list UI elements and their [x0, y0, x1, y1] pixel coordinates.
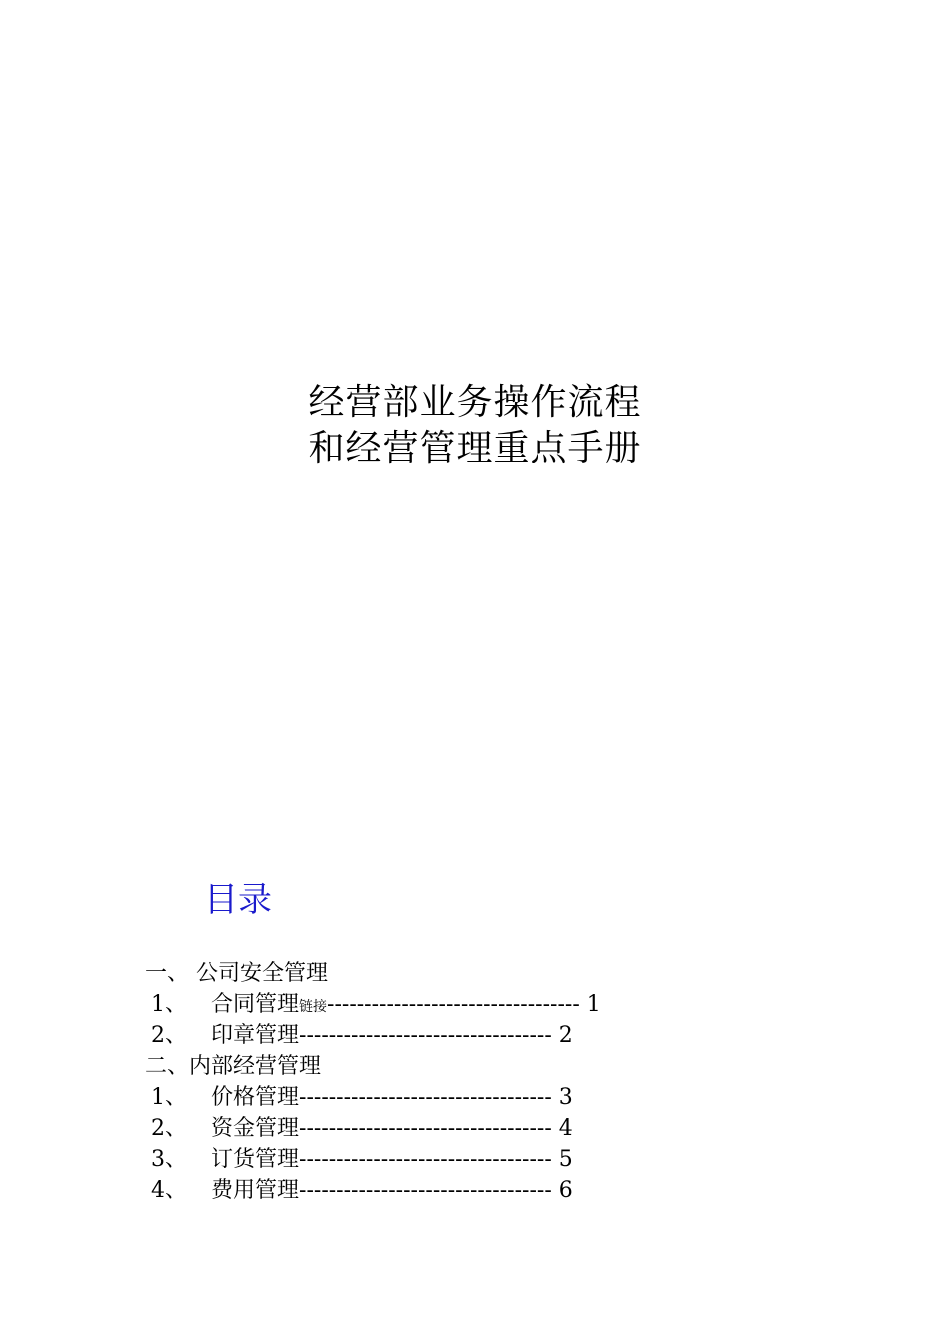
title-line-2: 和经营管理重点手册	[308, 428, 642, 469]
toc-heading: 目录	[204, 880, 272, 920]
toc-page-number: 5	[558, 1147, 573, 1172]
toc-entry-number: 1、	[151, 1085, 187, 1110]
toc-entry-expense[interactable]	[145, 1175, 601, 1206]
toc-leader-dashes: ----------------------------------	[327, 992, 580, 1017]
toc-section-2-label: 二、内部经营管理	[145, 1054, 322, 1079]
toc-page-number: 1	[586, 992, 601, 1017]
toc-entry-name: 费用管理	[211, 1178, 300, 1203]
title-line-1: 经营部业务操作流程	[308, 382, 642, 423]
toc-leader-dashes: ----------------------------------	[299, 1116, 552, 1141]
toc-section-1	[145, 958, 601, 989]
toc-entry-price[interactable]	[145, 1082, 601, 1113]
table-of-contents	[145, 958, 601, 1206]
toc-entry-number: 1、	[151, 992, 187, 1017]
toc-entry-number: 4、	[151, 1178, 187, 1203]
toc-page-number: 4	[558, 1116, 573, 1141]
toc-entry-funds[interactable]	[145, 1113, 601, 1144]
toc-page-number: 3	[558, 1085, 573, 1110]
toc-page-number: 2	[558, 1023, 573, 1048]
toc-entry-order[interactable]	[145, 1144, 601, 1175]
document-title	[0, 380, 950, 472]
toc-section-1-label: 一、 公司安全管理	[145, 961, 328, 986]
toc-entry-seal[interactable]	[145, 1020, 601, 1051]
toc-entry-name: 订货管理	[211, 1147, 300, 1172]
toc-leader-dashes: ----------------------------------	[299, 1147, 552, 1172]
toc-entry-contract[interactable]	[145, 989, 601, 1020]
toc-entry-number: 3、	[151, 1147, 187, 1172]
toc-entry-name: 印章管理	[211, 1023, 300, 1048]
toc-page-number: 6	[558, 1178, 573, 1203]
toc-leader-dashes: ----------------------------------	[299, 1023, 552, 1048]
toc-entry-name: 合同管理	[211, 992, 300, 1017]
toc-entry-number: 2、	[151, 1116, 187, 1141]
toc-leader-dashes: ----------------------------------	[299, 1085, 552, 1110]
toc-leader-dashes: ----------------------------------	[299, 1178, 552, 1203]
toc-section-2	[145, 1051, 601, 1082]
toc-entry-number: 2、	[151, 1023, 187, 1048]
toc-entry-name: 价格管理	[211, 1085, 300, 1110]
toc-link-note[interactable]: 链接	[299, 999, 328, 1015]
toc-entry-name: 资金管理	[211, 1116, 300, 1141]
